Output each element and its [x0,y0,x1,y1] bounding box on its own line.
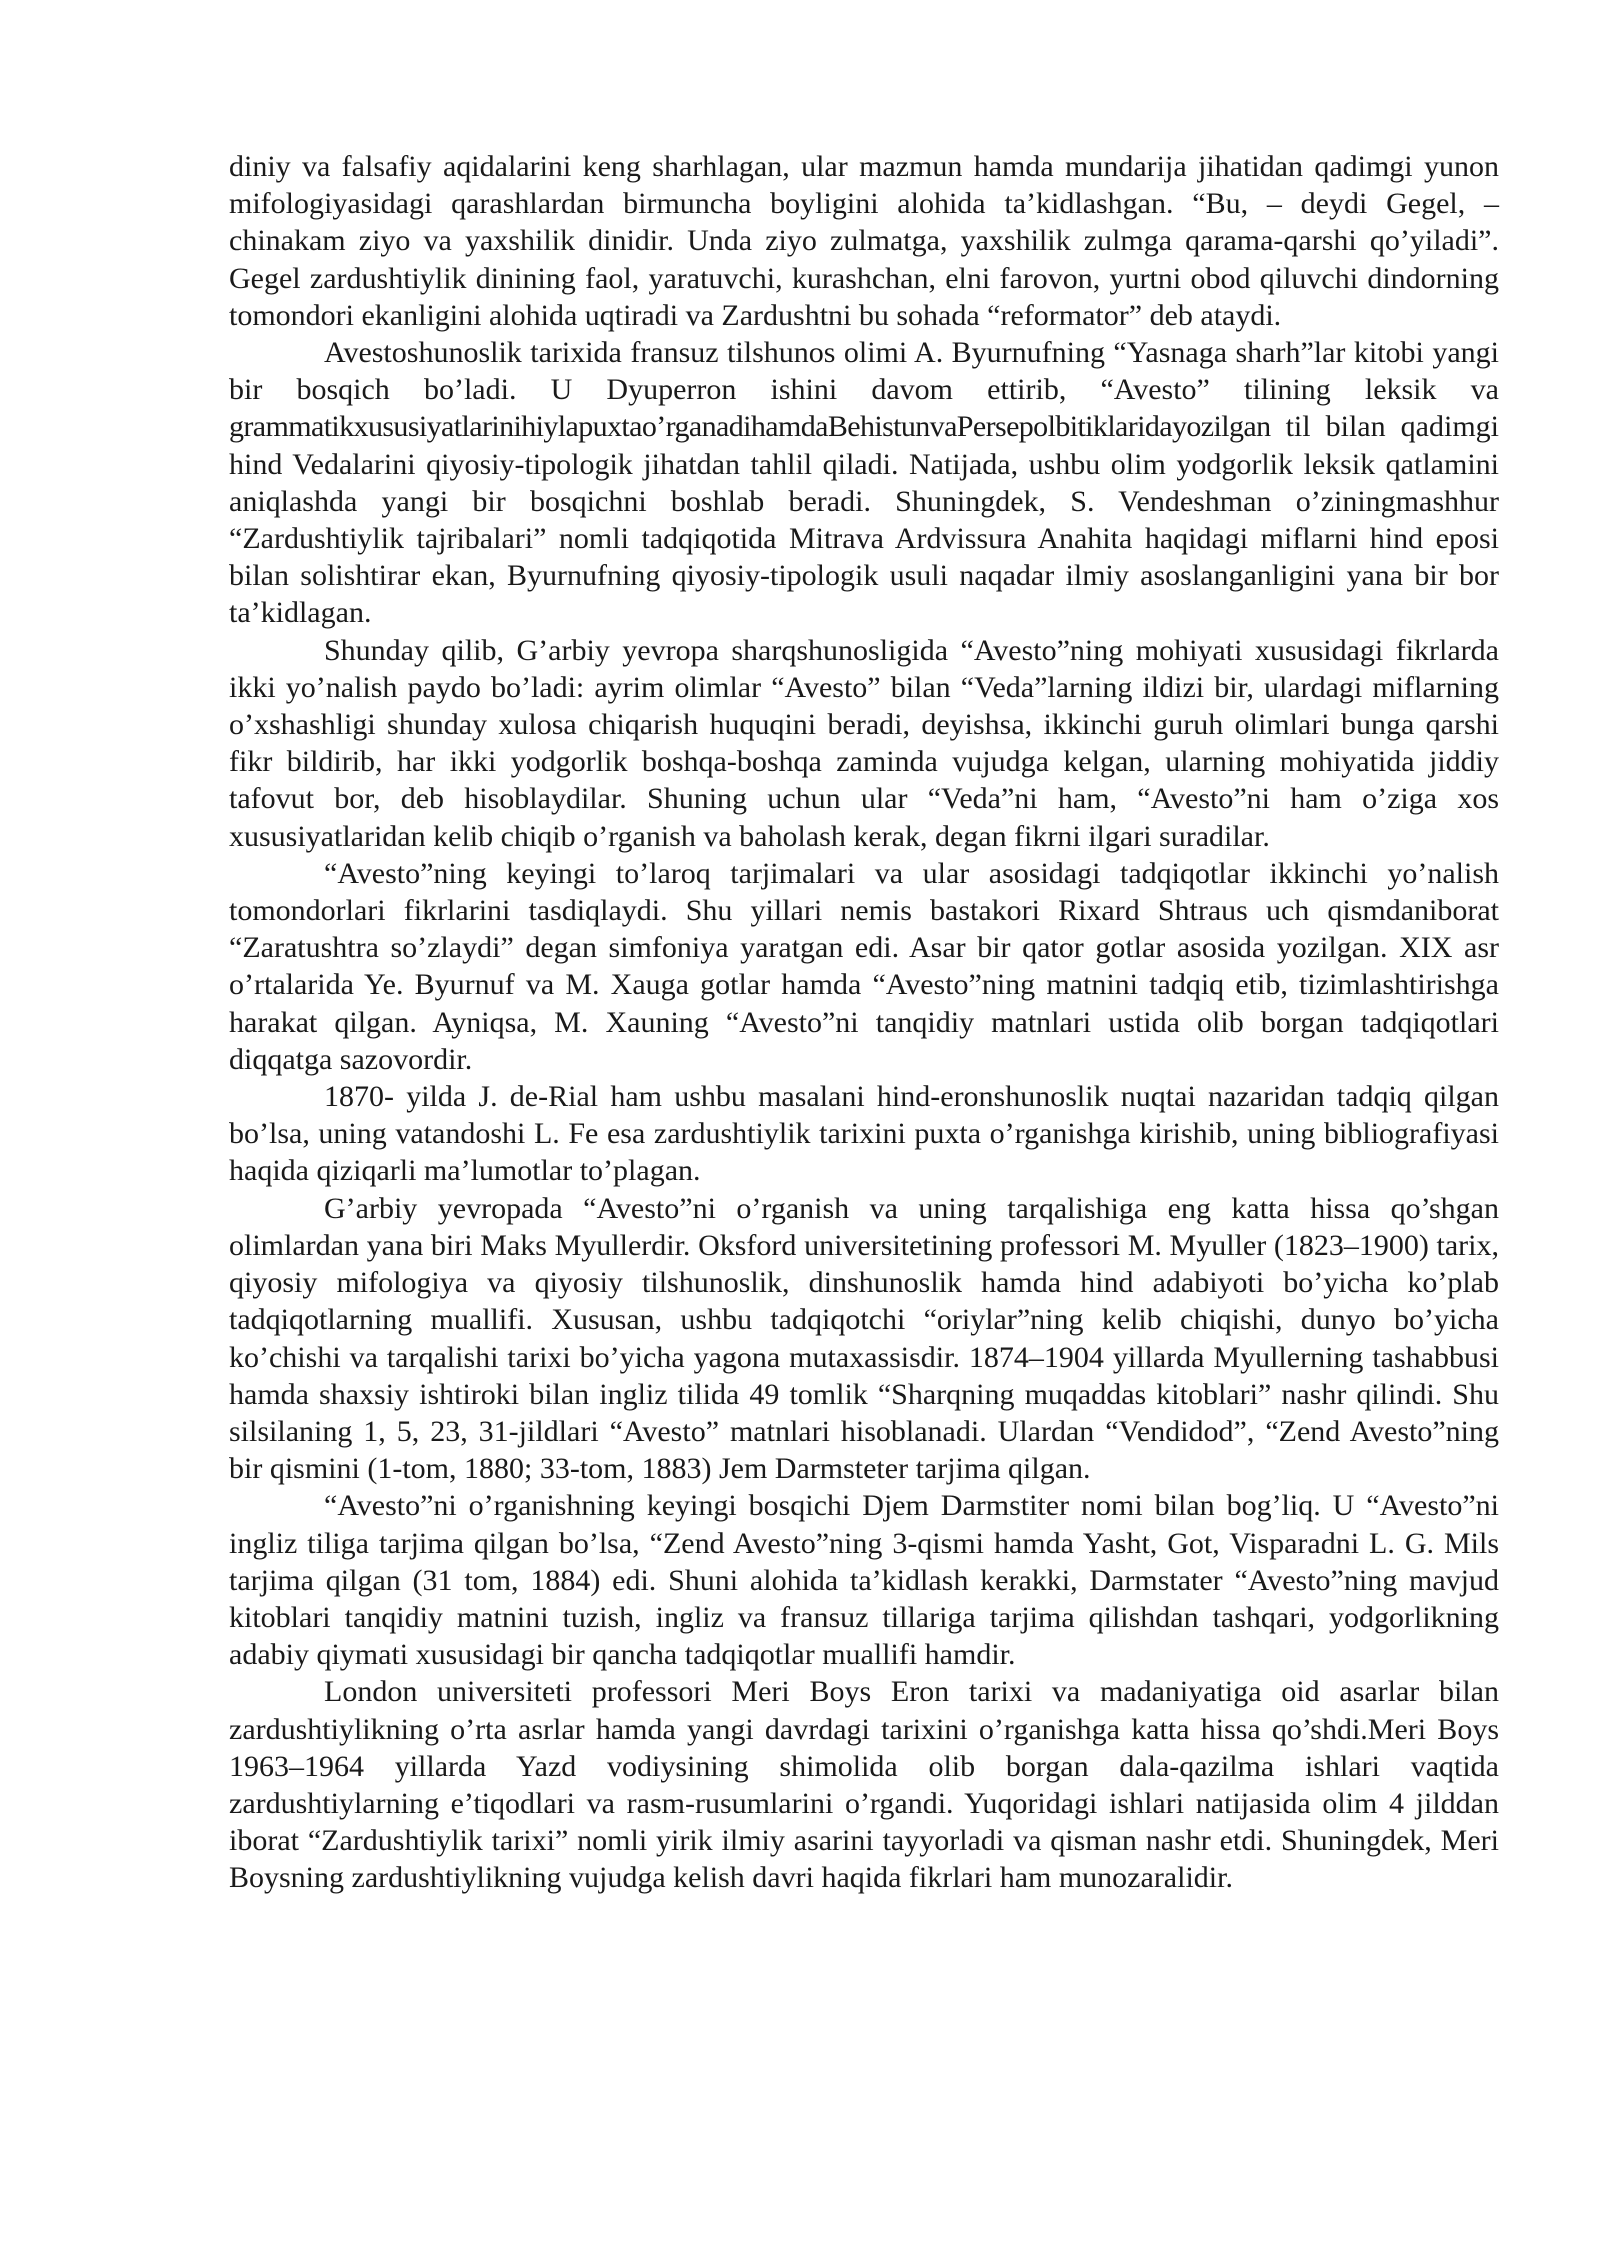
paragraph-2-part-2: grammatikxususiyatlarinihiylapuxtao’rganadihamdaBehistunvaPersepolbitiklaridayozilgan [229,410,1271,444]
paragraph-3: Shunday qilib, G’arbiy yevropa sharqshunosligida “Avesto”ning mohiyati xususidagi fikrlarda ikki yo’nalish paydo bo’ladi: ayrim olimlar “Avesto” bilan “Veda”larning ildizi bir, ulardagi miflarning o’xshashligi shunday xulosa chiqarish huquqini beradi, deyishsa, ikkinchi guruh olimlari bunga qarshi fikr bildirib, har ikki yodgorlik boshqa-boshqa zaminda vujudga kelgan, ularning mohiyatida jiddiy tafovut bor, deb hisoblaydilar. Shuning uchun ular “Veda”ni ham, “Avesto”ni ham o’ziga xos xususiyatlaridan kelib chiqib o’rganish va baholash kerak, degan fikrni ilgari suradilar. [229,633,1499,853]
paragraph-2 [229,334,1499,632]
paragraph-4: “Avesto”ning keyingi to’laroq tarjimalari va ular asosidagi tadqiqotlar ikkinchi yo’nalish tomondorlari fikrlarini tasdiqlaydi. Shu yillari nemis bastakori Rixard Shtraus uch qismdaniborat “Zaratushtra so’zlaydi” degan simfoniya yaratgan edi. Asar bir qator gotlar asosida yozilgan. XIX asr o’rtalarida Ye. Byurnuf va M. Xauga gotlar hamda “Avesto”ning matnini tadqiq etib, tizimlashtirishga harakat qilgan. Ayniqsa, M. Xauning “Avesto”ni tanqidiy matnlari ustida olib borgan tadqiqotlari diqqatga sazovordir. [229,856,1499,1076]
document-page [229,148,1499,1897]
paragraph-8: London universiteti professori Meri Boys Eron tarixi va madaniyatiga oid asarlar bilan zardushtiylikning o’rta asrlar hamda yangi davrdagi tarixini o’rganishga katta hissa qo’shdi.Meri Boys 1963–1964 yillarda Yazd vodiysining shimolida olib borgan dala-qazilma ishlari vaqtida zardushtiylarning e’tiqodlari va rasm-rusumlarini o’rgandi. Yuqoridagi ishlari natijasida olim 4 jilddan iborat “Zardushtiylik tarixi” nomli yirik ilmiy asarini tayyorladi va qisman nashr etdi. Shuningdek, Meri Boysning zardushtiylikning vujudga kelish davri haqida fikrlari ham munozaralidir. [229,1675,1499,1895]
paragraph-2-part-3: til bilan qadimgi hind Vedalarini qiyosiy-tipologik jihatdan tahlil qiladi. Natijada, ushbu olim yodgorlik leksik qatlamini aniqlashda yangi bir bosqichni boshlab beradi. Shuningdek, S. Vendeshman o’ziningmashhur “Zardushtiylik tajribalari” nomli tadqiqotida Mitrava Ardvissura Anahita haqidagi miflarni hind eposi bilan solishtirar ekan, Byurnufning qiyosiy-tipologik usuli naqadar ilmiy asoslanganligini yana bir bor ta’kidlagan. [229,410,1499,630]
paragraph-7: “Avesto”ni o’rganishning keyingi bosqichi Djem Darmstiter nomi bilan bog’liq. U “Avesto”ni ingliz tiliga tarjima qilgan bo’lsa, “Zend Avesto”ning 3-qismi hamda Yasht, Got, Visparadni L. G. Mils tarjima qilgan (31 tom, 1884) edi. Shuni alohida ta’kidlash kerakki, Darmstater “Avesto”ning mavjud kitoblari tanqidiy matnini tuzish, ingliz va fransuz tillariga tarjima qilishdan tashqari, yodgorlikning adabiy qiymati xususidagi bir qancha tadqiqotlar muallifi hamdir. [229,1489,1499,1672]
paragraph-1: diniy va falsafiy aqidalarini keng sharhlagan, ular mazmun hamda mundarija jihatidan qadimgi yunon mifologiyasidagi qarashlardan birmuncha boyligini alohida ta’kidlashgan. “Bu, – deydi Gegel, – chinakam ziyo va yaxshilik dinidir. Unda ziyo zulmatga, yaxshilik zulmga qarama-qarshi qo’yiladi”. Gegel zardushtiylik dinining faol, yaratuvchi, kurashchan, elni farovon, yurtni obod qiluvchi dindorning tomondori ekanligini alohida uqtiradi va Zardushtni bu sohada “reformator” deb ataydi. [229,150,1499,332]
paragraph-6: G’arbiy yevropada “Avesto”ni o’rganish va uning tarqalishiga eng katta hissa qo’shgan olimlardan yana biri Maks Myullerdir. Oksford universitetining professori M. Myuller (1823–1900) tarix, qiyosiy mifologiya va qiyosiy tilshunoslik, dinshunoslik hamda hind adabiyoti bo’yicha ko’plab tadqiqotlarning muallifi. Xususan, ushbu tadqiqotchi “oriylar”ning kelib chiqishi, dunyo bo’yicha ko’chishi va tarqalishi tarixi bo’yicha yagona mutaxassisdir. 1874–1904 yillarda Myullerning tashabbusi hamda shaxsiy ishtiroki bilan ingliz tilida 49 tomlik “Sharqning muqaddas kitoblari” nashr qilindi. Shu silsilaning 1, 5, 23, 31-jildlari “Avesto” matnlari hisoblanadi. Ulardan “Vendidod”, “Zend Avesto”ning bir qismini (1-tom, 1880; 33-tom, 1883) Jem Darmsteter tarjima qilgan. [229,1191,1499,1486]
paragraph-2-part-1: Avestoshunoslik tarixida fransuz tilshunos olimi A. Byurnufning “Yasnaga sharh”lar kitobi yangi bir bosqich bo’ladi. U Dyuperron ishini davom ettirib, “Avesto” tilining leksik va [229,336,1499,407]
paragraph-5: 1870- yilda J. de-Rial ham ushbu masalani hind-eronshunoslik nuqtai nazaridan tadqiq qilgan bo’lsa, uning vatandoshi L. Fe esa zardushtiylik tarixini puxta o’rganishga kirishib, uning bibliografiyasi haqida qiziqarli ma’lumotlar to’plagan. [229,1080,1499,1188]
